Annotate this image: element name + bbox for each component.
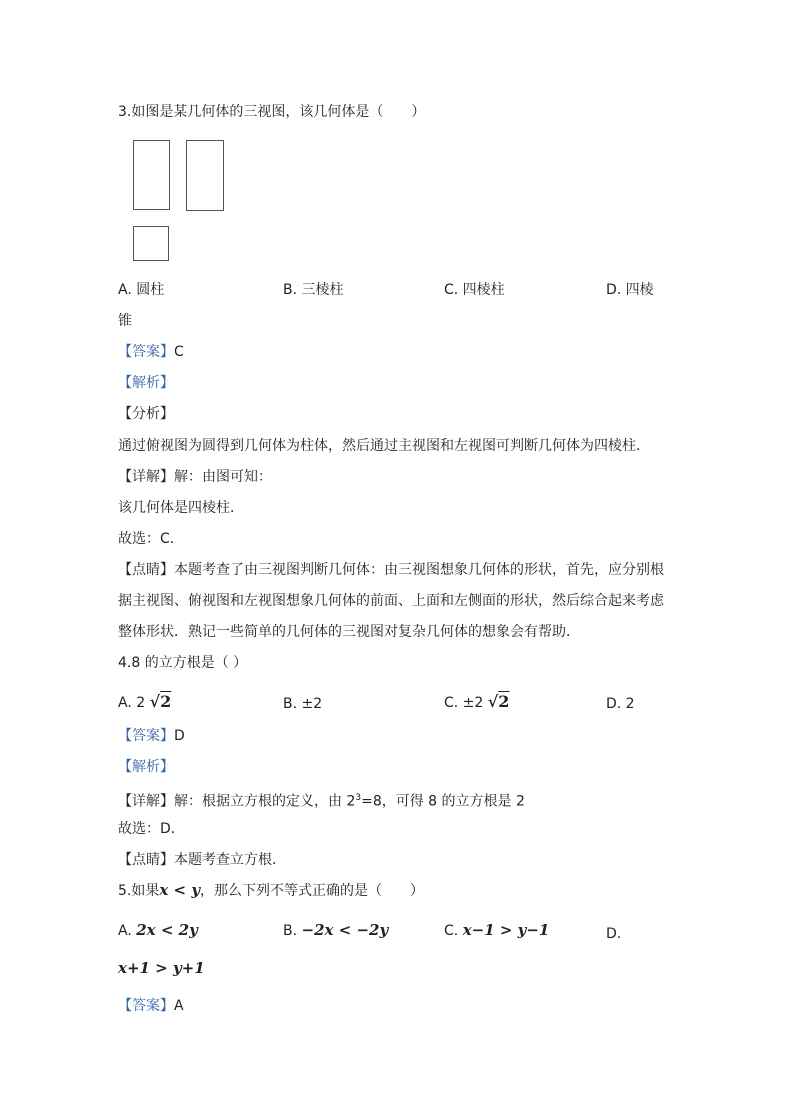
option-label: C. (444, 923, 459, 939)
q3-choose: 故选：C． (118, 531, 184, 547)
detail-tag: 【详解】 (118, 793, 174, 810)
q3-option-wrap: 锥 (118, 313, 132, 329)
option-label: B. (283, 923, 298, 939)
q4-stem: 4.8 的立方根是（ ） (118, 655, 248, 671)
q5-option-a (118, 920, 198, 941)
q5-option-d-label: D. (606, 926, 622, 942)
q3-comment-l3: 整体形状．熟记一些简单的几何体的三视图对复杂几何体的想象会有帮助． (118, 624, 580, 640)
q4-option-d: D. 2 (606, 696, 635, 712)
front-view-rect (133, 140, 170, 210)
option-text: C. ±2 (444, 695, 484, 711)
q3-option-d: D. 四棱 (606, 282, 654, 298)
q5-option-c (444, 920, 549, 941)
option-text: A. 2 (118, 695, 146, 711)
stem-post: ，那么下列不等式正确的是（ ） (200, 883, 425, 899)
stem-math: x < y (159, 881, 201, 899)
q3-comment-l2: 据主视图、俯视图和左视图想象几何体的前面、上面和左侧面的形状，然后综合起来考虑 (118, 593, 664, 609)
answer-value: D (174, 728, 185, 744)
answer-tag: 【答案】 (118, 728, 174, 744)
q4-answer (118, 726, 185, 746)
q3-fenxi: 通过俯视图为圆得到几何体为柱体，然后通过主视图和左视图可判断几何体为四棱柱． (118, 438, 650, 454)
q3-option-a: A. 圆柱 (118, 282, 165, 298)
answer-tag: 【答案】 (118, 998, 174, 1014)
detail-pre: 解：根据立方根的定义，由 2 (174, 793, 356, 810)
comment-tag: 【点睛】 (118, 562, 174, 578)
q3-stem: 3.如图是某几何体的三视图，该几何体是（ ） (118, 104, 426, 120)
comment-text: 本题考查了由三视图判断几何体：由三视图想象几何体的形状，首先，应分别根 (174, 562, 664, 578)
detail-text: 解：由图可知： (174, 469, 272, 485)
q3-answer (118, 342, 184, 362)
q4-detail (118, 788, 525, 812)
answer-tag: 【答案】 (118, 344, 174, 360)
detail-tag: 【详解】 (118, 469, 174, 485)
q4-comment (118, 850, 286, 870)
comment-tag: 【点睛】 (118, 852, 174, 868)
q5-answer (118, 996, 184, 1016)
q5-stem (118, 880, 424, 901)
option-label: A. (118, 923, 132, 939)
detail-post: =8，可得 8 的立方根是 2 (361, 793, 525, 810)
answer-value: C (174, 344, 184, 360)
q3-analysis-tag: 【解析】 (118, 375, 174, 391)
q3-detail (118, 467, 272, 487)
top-view-rect (133, 226, 169, 261)
stem-pre: 5.如果 (118, 883, 160, 899)
q4-option-a (118, 692, 171, 713)
detail-superscript: 3 (355, 793, 362, 803)
comment-text: 本题考查立方根． (174, 852, 286, 868)
sqrt-arg: 2 (160, 692, 172, 711)
option-math: x−1 > y−1 (462, 921, 550, 939)
sqrt-icon: √ (149, 692, 161, 711)
sqrt-icon: √ (487, 692, 499, 711)
q4-analysis-tag: 【解析】 (118, 759, 174, 775)
q3-detail2: 该几何体是四棱柱． (118, 500, 244, 516)
q4-option-b: B. ±2 (283, 696, 323, 712)
q3-option-c: C. 四棱柱 (444, 282, 505, 298)
answer-value: A (174, 998, 184, 1014)
q3-fenxi-tag: 【分析】 (118, 406, 174, 422)
q3-option-b: B. 三棱柱 (283, 282, 344, 298)
q3-comment (118, 560, 664, 580)
q4-choose: 故选：D． (118, 821, 185, 837)
q4-option-c (444, 692, 509, 713)
option-math: 2x < 2y (136, 921, 198, 939)
side-view-rect (186, 140, 224, 211)
option-math: −2x < −2y (301, 921, 389, 939)
q5-option-b (283, 920, 388, 941)
sqrt-arg: 2 (498, 692, 510, 711)
q5-option-d-math: x+1 > y+1 (118, 959, 205, 977)
